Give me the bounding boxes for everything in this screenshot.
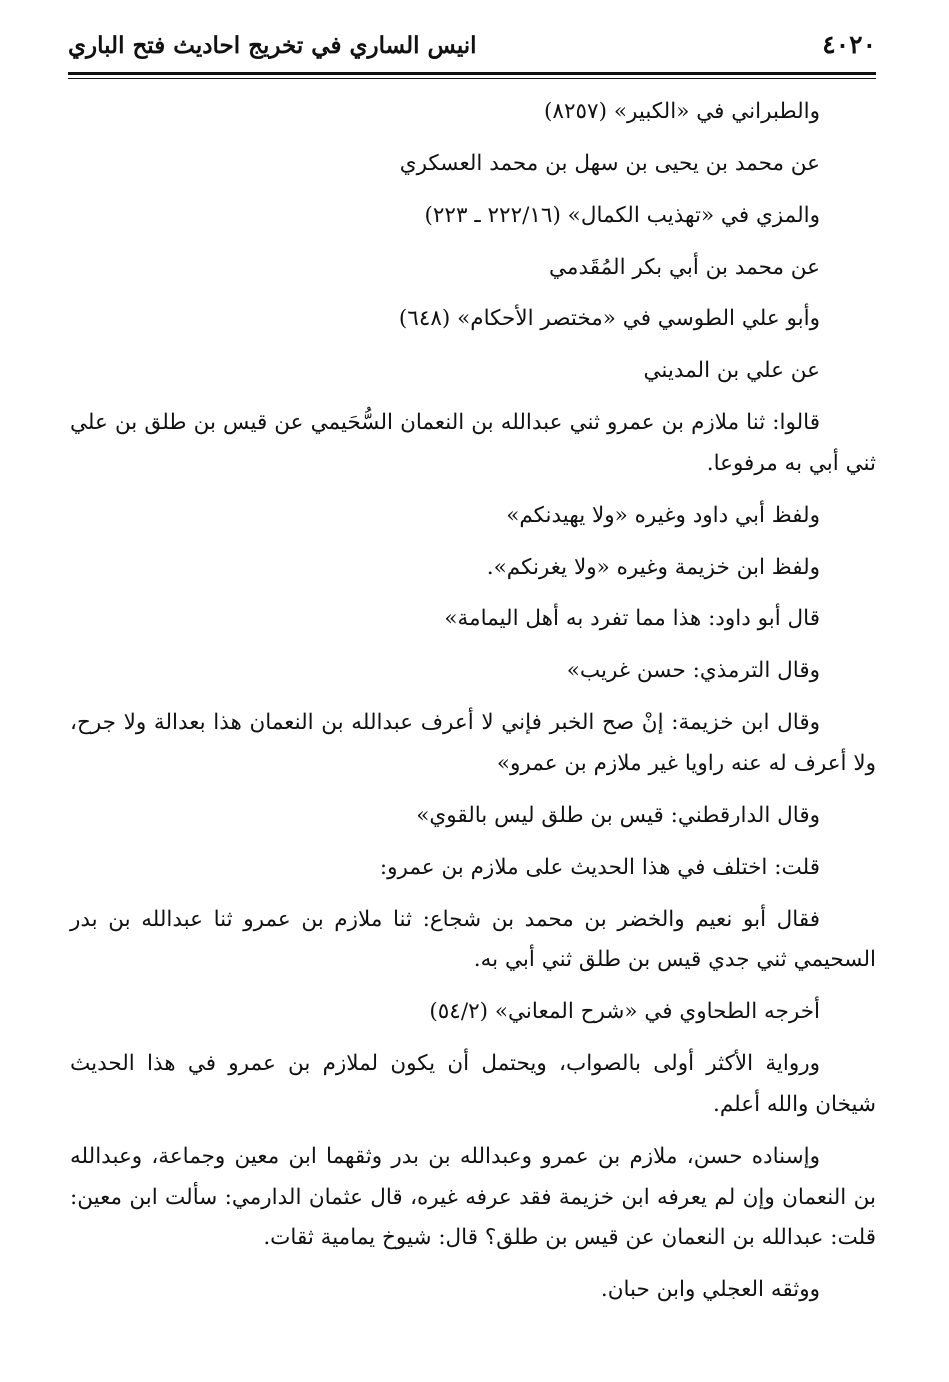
header-rule-thick (68, 72, 876, 75)
running-title: انيس الساري في تخريج احاديث فتح الباري (68, 32, 477, 59)
paragraph: ولفظ أبي داود وغيره «ولا يهيدنكم» (506, 502, 820, 528)
paragraph: ورواية الأكثر أولى بالصواب، ويحتمل أن يكون لملازم بن عمرو في هذا الحديث شيخان والله أعلم. (70, 1051, 876, 1117)
page-header (68, 28, 876, 72)
paragraph: قلت: اختلف في هذا الحديث على ملازم بن عمرو: (379, 854, 820, 880)
paragraph: عن علي بن المديني (643, 358, 820, 384)
paragraph: وقال ابن خزيمة: إنْ صح الخبر فإني لا أعرف عبدالله بن النعمان هذا بعدالة ولا جرح، ولا أعرف له عنه راويا غير ملازم بن عمرو» (70, 710, 876, 776)
paragraph: وقال الترمذي: حسن غريب» (566, 658, 820, 684)
paragraph: عن محمد بن يحيى بن سهل بن محمد العسكري (399, 150, 820, 176)
paragraph: أخرجه الطحاوي في «شرح المعاني» (٥٤/٢) (429, 999, 820, 1025)
paragraph: ووثقه العجلي وابن حبان. (600, 1277, 820, 1303)
paragraph: فقال أبو نعيم والخضر بن محمد بن شجاع: ثنا ملازم بن عمرو ثنا عبدالله بن بدر السحيمي ثني جدي قيس بن طلق ثني أبي به. (70, 906, 876, 973)
paragraph: وإسناده حسن، ملازم بن عمرو وعبدالله بن بدر وثقهما ابن معين وجماعة، وعبدالله بن النعمان وإن لم يعرفه ابن خزيمة فقد عرفه غيره، قال عثمان الدارمي: سألت ابن معين: قلت: عبدالله بن النعمان عن قيس بن طلق؟ قال: شيوخ يمامية ثقات. (70, 1143, 876, 1251)
body-text (70, 92, 876, 1322)
paragraph: والطبراني في «الكبير» (٨٢٥٧) (544, 99, 820, 124)
page-number: ٤٠٢٠ (822, 30, 876, 59)
paragraph: عن محمد بن أبي بكر المُقَدمي (549, 254, 820, 280)
paragraph: قالوا: ثنا ملازم بن عمرو ثني عبدالله بن النعمان السُّحَيمي عن قيس بن طلق بن علي ثني أبي به مرفوعا. (70, 410, 876, 476)
paragraph: والمزي في «تهذيب الكمال» (٢٢٢/١٦ ـ ٢٢٣) (424, 202, 820, 228)
paragraph: وأبو علي الطوسي في «مختصر الأحكام» (٦٤٨) (398, 306, 820, 332)
paragraph: ولفظ ابن خزيمة وغيره «ولا يغرنكم». (486, 554, 820, 580)
header-rule-thin (68, 78, 876, 79)
paragraph: وقال الدارقطني: قيس بن طلق ليس بالقوي» (416, 802, 820, 828)
paragraph: قال أبو داود: هذا مما تفرد به أهل اليمامة» (444, 606, 820, 632)
